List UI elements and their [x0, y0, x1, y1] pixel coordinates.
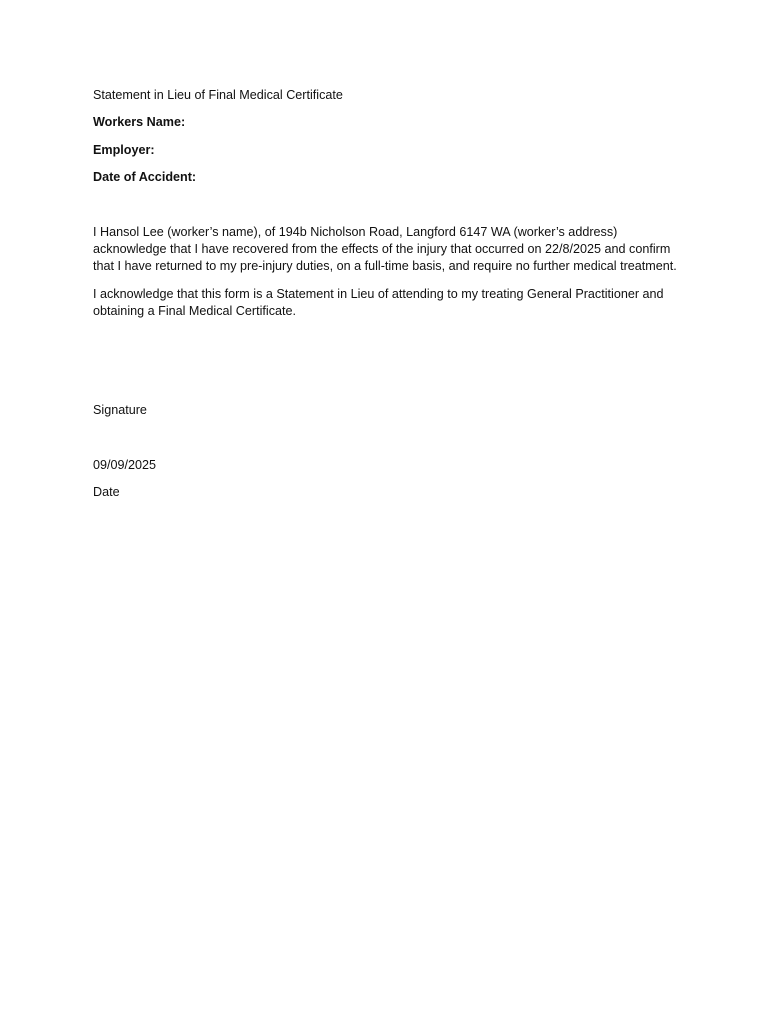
recovery-acknowledgement-paragraph: I Hansol Lee (worker’s name), of 194b Nicholson Road, Langford 6147 WA (worker’s address) acknowledge that I have recovered from the effects of the injury that occurred on 22/8/2025 and confirm that I have returned to my pre-injury duties, on a full-time basis, and require no further medical treatment. [93, 224, 677, 274]
date-label: Date [93, 485, 120, 500]
document-title: Statement in Lieu of Final Medical Certificate [93, 88, 343, 102]
date-value: 09/09/2025 [93, 458, 157, 473]
statement-document [93, 87, 683, 502]
workers-name-label: Workers Name: [93, 115, 186, 130]
signature-label: Signature [93, 402, 147, 417]
date-of-accident-label: Date of Accident: [93, 170, 197, 185]
statement-in-lieu-paragraph: I acknowledge that this form is a Statement in Lieu of attending to my treating General Practitioner and obtaining a Final Medical Certificate. [93, 286, 664, 319]
employer-label: Employer: [93, 142, 155, 157]
signature-block [93, 402, 683, 502]
